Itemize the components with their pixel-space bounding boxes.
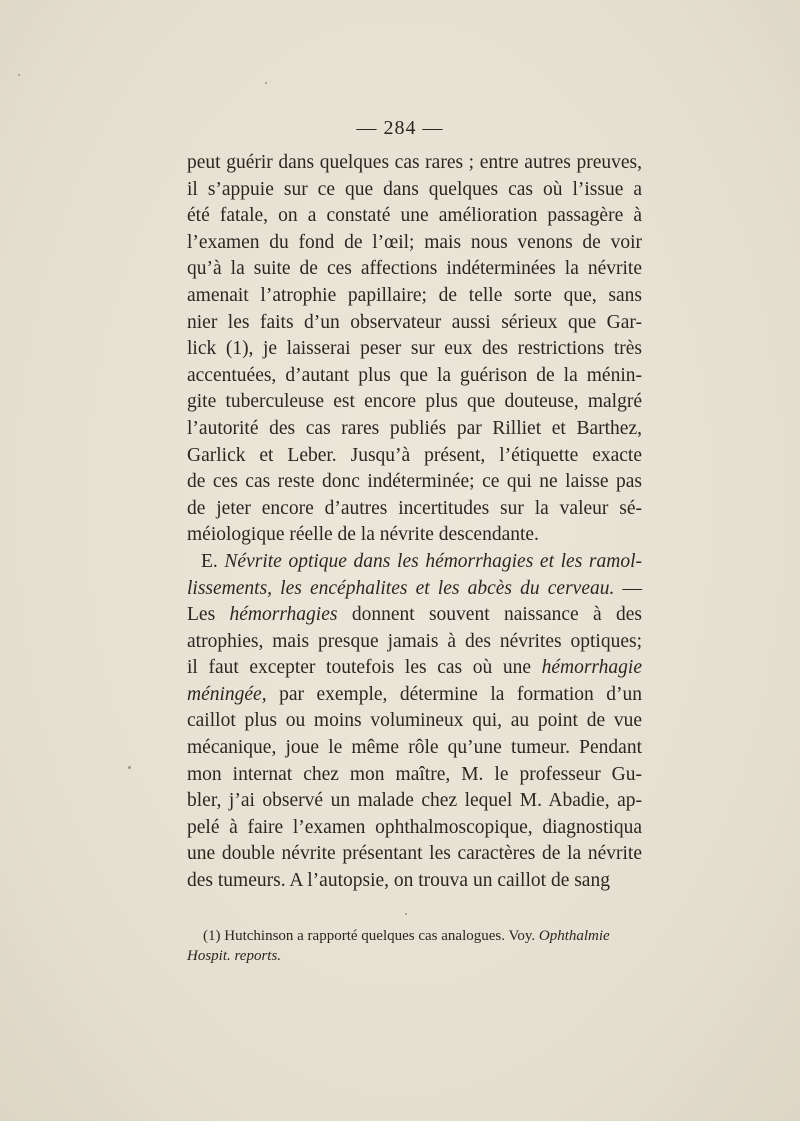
text-segment: atrophies, mais presque jamais à des névrites optiques; (187, 630, 642, 652)
text-line (187, 841, 642, 868)
italic-segment: Hospit. reports. (187, 948, 282, 964)
text-segment: une double névrite présentant les caractères de la névrite (187, 843, 642, 865)
text-line (187, 150, 642, 177)
text-segment: l’examen du fond de l’œil; mais nous venons de voir (187, 231, 642, 253)
text-segment: de ces cas reste donc indéterminée; ce qui ne laisse pas (187, 471, 642, 493)
text-line (187, 602, 642, 629)
text-segment: gite tuberculeuse est encore plus que douteuse, malgré (187, 391, 642, 413)
text-segment: l’autorité des cas rares publiés par Rilliet et Barthez, (187, 417, 642, 439)
text-line (187, 310, 642, 337)
text-segment: de jeter encore d’autres incertitudes sur la valeur sé- (187, 497, 642, 519)
text-line (187, 496, 642, 523)
text-segment: amenait l’atrophie papillaire; de telle sorte que, sans (187, 284, 642, 306)
text-segment: été fatale, on a constaté une amélioration passagère à (187, 205, 642, 227)
text-segment: E. (201, 550, 225, 572)
text-segment: mécanique, joue le même rôle qu’une tumeur. Pendant (187, 737, 642, 759)
text-segment: bler, j’ai observé un malade chez lequel M. Abadie, ap- (187, 790, 642, 812)
body-text (187, 150, 642, 895)
paper-speck (18, 74, 20, 76)
italic-segment: hémorrhagies (229, 604, 338, 626)
italic-segment: Névrite optique dans les hémorrhagies et les ramol- (224, 550, 642, 572)
text-segment: accentuées, d’autant plus que la guérison de la ménin- (187, 364, 642, 386)
footnote-line (187, 946, 642, 966)
page-number: — 284 — (356, 117, 444, 139)
text-line (187, 788, 642, 815)
paper-speck (405, 913, 407, 915)
italic-segment: lissements, les encéphalites et les abcès du cerveau. (187, 577, 615, 599)
text-line (187, 522, 642, 549)
text-segment: — (614, 577, 642, 599)
text-line (187, 576, 642, 603)
text-segment: par exemple, détermine la formation d’un (266, 683, 642, 705)
paper-speck (265, 82, 267, 84)
text-line (187, 336, 642, 363)
text-line (187, 363, 642, 390)
text-line (187, 815, 642, 842)
text-segment: pelé à faire l’examen ophthalmoscopique, diagnostiqua (187, 816, 642, 838)
text-line (187, 416, 642, 443)
text-segment: lick (1), je laisserai peser sur eux des restrictions très (187, 338, 642, 360)
text-segment: donnent souvent naissance à des (337, 604, 642, 626)
text-line (187, 389, 642, 416)
text-line (187, 655, 642, 682)
text-segment: Garlick et Leber. Jusqu’à présent, l’étiquette exacte (187, 444, 642, 466)
text-segment: des tumeurs. A l’autopsie, on trouva un caillot de sang (187, 870, 610, 892)
text-line (187, 735, 642, 762)
footnote-line (187, 926, 642, 946)
text-line (187, 549, 642, 576)
text-segment: (1) Hutchinson a rapporté quelques cas analogues. Voy. (203, 928, 539, 944)
text-segment: caillot plus ou moins volumineux qui, au point de vue (187, 710, 642, 732)
text-segment: il s’appuie sur ce que dans quelques cas où l’issue a (187, 178, 642, 200)
text-line (187, 256, 642, 283)
italic-segment: méningée, (187, 683, 267, 705)
italic-segment: Ophthalmie (538, 928, 610, 944)
text-line (187, 283, 642, 310)
text-segment: mon internat chez mon maître, M. le professeur Gu- (187, 763, 642, 785)
italic-segment: hémorrhagie (541, 657, 642, 679)
text-segment: nier les faits d’un observateur aussi sérieux que Gar- (187, 311, 642, 333)
text-line (187, 230, 642, 257)
text-line (187, 682, 642, 709)
text-line (187, 443, 642, 470)
paper-speck (128, 766, 131, 769)
text-segment: Les (187, 604, 230, 626)
text-line (187, 203, 642, 230)
text-segment: qu’à la suite de ces affections indéterminées la névrite (187, 258, 642, 280)
text-segment: méiologique réelle de la névrite descendante. (187, 524, 539, 546)
text-line (187, 469, 642, 496)
text-line (187, 177, 642, 204)
text-segment: il faut excepter toutefois les cas où une (187, 657, 542, 679)
text-segment: peut guérir dans quelques cas rares ; entre autres preuves, (187, 152, 642, 173)
text-line (187, 868, 642, 895)
text-line (187, 708, 642, 735)
text-line (187, 629, 642, 656)
text-line (187, 762, 642, 789)
footnote (187, 926, 642, 966)
